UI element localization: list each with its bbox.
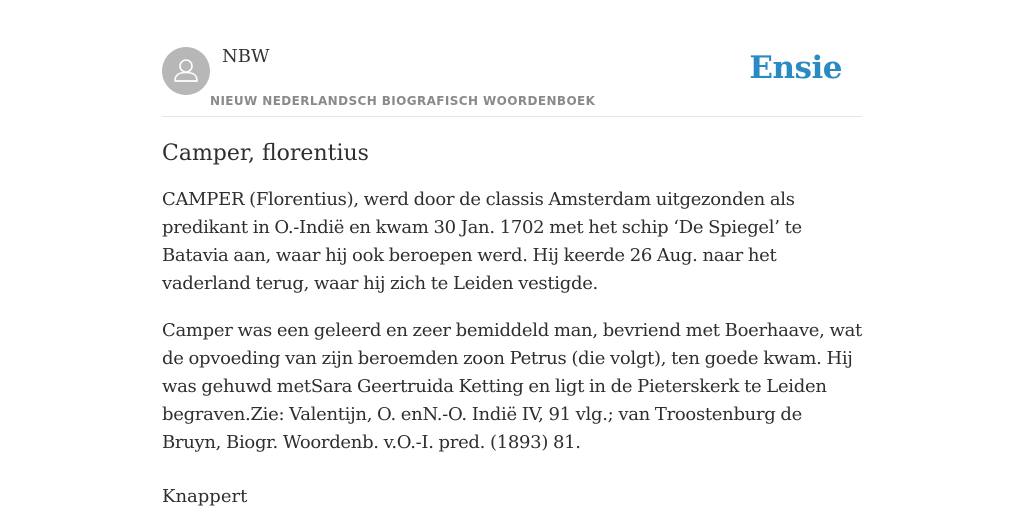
- article-paragraph-1: CAMPER (Florentius), werd door de classis Amsterdam uitgezonden als predikant in O.-Indië en kwam 30 Jan. 1702 met het schip ‘De Spiegel’ te Batavia aan, waar hij ook beroepen werd. Hij keerde 26 Aug. naar het vaderland terug, waar hij zich te Leiden vestigde.: [162, 189, 802, 294]
- article-author: Knappert: [162, 486, 248, 507]
- page-title: Camper, florentius: [162, 141, 369, 166]
- source-full-name: NIEUW NEDERLANDSCH BIOGRAFISCH WOORDENBOEK: [210, 94, 596, 108]
- source-header: [162, 0, 862, 117]
- source-name[interactable]: NBW: [222, 46, 270, 67]
- brand-logo[interactable]: Ensie: [749, 50, 842, 86]
- article: [162, 138, 862, 511]
- user-icon: [162, 47, 210, 95]
- avatar[interactable]: [162, 47, 210, 95]
- article-paragraph-2: Camper was een geleerd en zeer bemiddeld man, bevriend met Boerhaave, wat de opvoeding van zijn beroemden zoon Petrus (die volgt), ten goede kwam. Hij was gehuwd metSara Geertruida Ketting en ligt in de Pieterskerk te Leiden begraven.Zie: Valentijn, O. enN.-O. Indië IV, 91 vlg.; van Troostenburg de Bruyn, Biogr. Woordenb. v.O.-I. pred. (1893) 81.: [162, 320, 862, 453]
